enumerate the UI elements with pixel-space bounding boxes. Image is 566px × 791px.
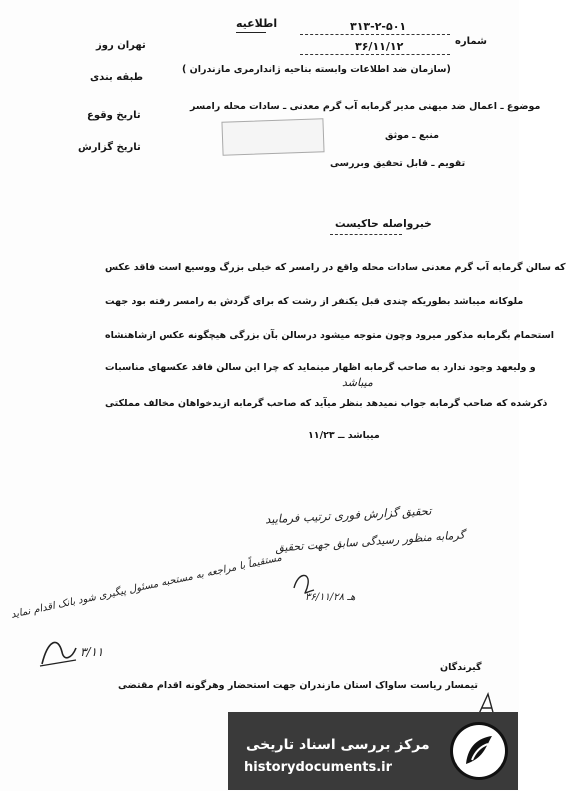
left-label-report-date: تاریخ گزارش	[78, 142, 141, 153]
document-number: ۳۱۳-۲-۵۰۱	[350, 20, 407, 33]
body-line: و ولیعهد وجود ندارد به صاحب گرمابه اظهار مینماید که چرا این سالن فاقد عکسهای مناسبات	[105, 362, 536, 373]
handwritten-left-note: مستقیماً با مراجعه به مستحبه مسئول پیگیری شود بانک اقدام نماید	[10, 552, 283, 621]
history-documents-logo-icon	[448, 720, 510, 782]
left-label-tehran-day: تهران روز	[96, 40, 146, 51]
handwritten-note: گرمابه منظور رسیدگی سابق جهت تحقیق	[274, 528, 466, 555]
date-dash	[300, 54, 450, 55]
body-line: استحمام بگرمابه مذکور میرود وچون متوجه میشود درسالن بآن بزرگی هیچگونه عکس ازشاهنشاه	[105, 330, 555, 341]
section-dash	[330, 234, 402, 235]
left-label-event-date: تاریخ وقوع	[87, 110, 141, 121]
subject-field: موضوع ـ اعمال ضد میهنی مدیر گرمابه آب گرم معدنی ـ سادات محله رامسر	[190, 101, 541, 112]
handwritten-signature: هـ ۳۶/۱۱/۲۸	[305, 592, 356, 603]
handwritten-left-signature: ۳/۱۱	[80, 645, 104, 659]
evaluation-field: تقویم ـ قابل تحقیق وبررسی	[330, 158, 466, 169]
body-line: ذکرشده که صاحب گرمابه جواب نمیدهد بنظر میآید که صاحب گرمابه ازیدخواهان مخالف مملکتی	[105, 398, 548, 409]
handwritten-note: تحقیق گزارش فوری ترتیب فرمایید	[264, 503, 432, 527]
recipients-label: گیرندگان	[440, 662, 482, 673]
organization-line	[182, 64, 451, 75]
source-field: منبع ـ موثق	[385, 130, 439, 141]
body-line: ملوکانه میباشد بطوریکه چندی قبل یکنفر از رشت که برای گردش به رامسر رفته بود جهت	[105, 296, 524, 307]
number-dash	[300, 34, 450, 35]
inserted-word: میباشد	[342, 376, 373, 389]
title-rule	[236, 32, 266, 33]
watermark-url: historydocuments.ir	[244, 760, 393, 775]
number-label: شماره	[455, 36, 487, 47]
stamp-overlay	[221, 118, 324, 156]
document-date: ۳۶/۱۱/۱۲	[355, 40, 404, 53]
signature-mark	[36, 630, 80, 670]
organization-name: سازمان ضد اطلاعات وابسته بناحیه ژاندارمری مازندران )	[182, 64, 447, 75]
recipients-text: تیمسار ریاست ساواک استان مازندران جهت استحضار وهرگونه اقدام مقتضی	[118, 680, 478, 691]
section-title: خبرواصله حاکیست	[335, 218, 432, 230]
watermark-name: مرکز بررسی اسناد تاریخی	[246, 737, 430, 753]
body-line: که سالن گرمابه آب گرم معدنی سادات محله واقع در رامسر که خیلی بزرگ ووسیع است فاقد عکس	[105, 262, 566, 273]
organization-open-paren: (	[446, 64, 451, 75]
document-title: اطلاعیه	[236, 17, 278, 30]
left-label-classification: طبقه بندی	[90, 72, 144, 83]
body-line-date: میباشد ــ ۱۱/۲۳	[308, 430, 380, 441]
